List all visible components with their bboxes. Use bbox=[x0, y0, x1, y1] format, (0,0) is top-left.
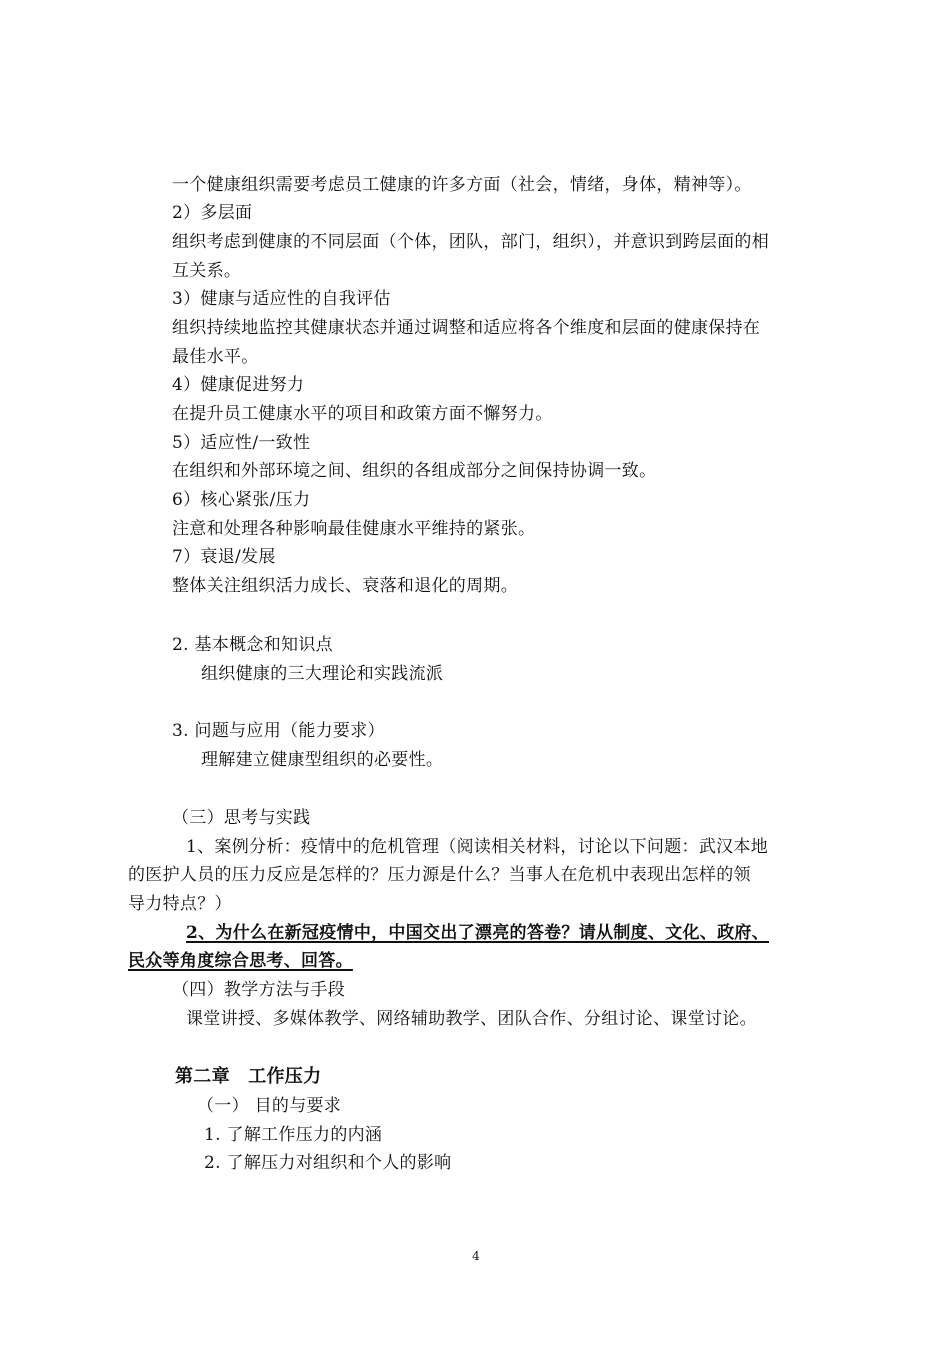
section-heading: 2. 基本概念和知识点 bbox=[172, 635, 333, 655]
item-heading-7: 7）衰退/发展 bbox=[172, 547, 276, 567]
emphasized-question: 民众等角度综合思考、回答。 bbox=[128, 951, 353, 971]
text-line: 一个健康组织需要考虑员工健康的许多方面（社会，情绪，身体，精神等）。 bbox=[172, 175, 752, 195]
text-line: 组织考虑到健康的不同层面（个体，团队，部门，组织），并意识到跨层面的相 bbox=[172, 232, 769, 252]
subsection-heading: （一） 目的与要求 bbox=[197, 1096, 342, 1116]
subsection-heading: （四）教学方法与手段 bbox=[172, 980, 345, 1000]
text-line: 1、案例分析：疫情中的危机管理（阅读相关材料，讨论以下问题：武汉本地 bbox=[186, 837, 769, 857]
text-line: 在组织和外部环境之间、组织的各组成部分之间保持协调一致。 bbox=[172, 461, 657, 481]
subsection-heading: （三）思考与实践 bbox=[172, 808, 311, 828]
item-heading-4: 4）健康促进努力 bbox=[172, 375, 305, 395]
text-line: 注意和处理各种影响最佳健康水平维持的紧张。 bbox=[172, 519, 536, 539]
text-line: 在提升员工健康水平的项目和政策方面不懈努力。 bbox=[172, 404, 553, 424]
text-line: 的医护人员的压力反应是怎样的？压力源是什么？当事人在危机中表现出怎样的领 bbox=[128, 865, 751, 885]
item-heading-2: 2）多层面 bbox=[172, 203, 253, 223]
list-item: 1. 了解工作压力的内涵 bbox=[204, 1125, 383, 1145]
text-line: 整体关注组织活力成长、衰落和退化的周期。 bbox=[172, 576, 518, 596]
text-line: 导力特点？） bbox=[128, 894, 232, 914]
text-line: 组织持续地监控其健康状态并通过调整和适应将各个维度和层面的健康保持在 bbox=[172, 318, 761, 338]
item-heading-5: 5）适应性/一致性 bbox=[172, 433, 311, 453]
item-heading-3: 3）健康与适应性的自我评估 bbox=[172, 289, 391, 309]
text-line: 课堂讲授、多媒体教学、网络辅助教学、团队合作、分组讨论、课堂讨论。 bbox=[186, 1009, 757, 1029]
page-number: 4 bbox=[472, 1249, 480, 1263]
section-heading: 3. 问题与应用（能力要求） bbox=[172, 721, 385, 741]
text-line: 互关系。 bbox=[172, 261, 242, 281]
text-line: 最佳水平。 bbox=[172, 347, 259, 367]
emphasized-question: 2、为什么在新冠疫情中，中国交出了漂亮的答卷？请从制度、文化、政府、 bbox=[186, 923, 770, 943]
item-heading-6: 6）核心紧张/压力 bbox=[172, 490, 311, 510]
text-line: 组织健康的三大理论和实践流派 bbox=[201, 664, 444, 684]
chapter-title: 第二章 工作压力 bbox=[175, 1066, 322, 1087]
text-line: 理解建立健康型组织的必要性。 bbox=[201, 750, 444, 770]
list-item: 2. 了解压力对组织和个人的影响 bbox=[204, 1153, 452, 1173]
